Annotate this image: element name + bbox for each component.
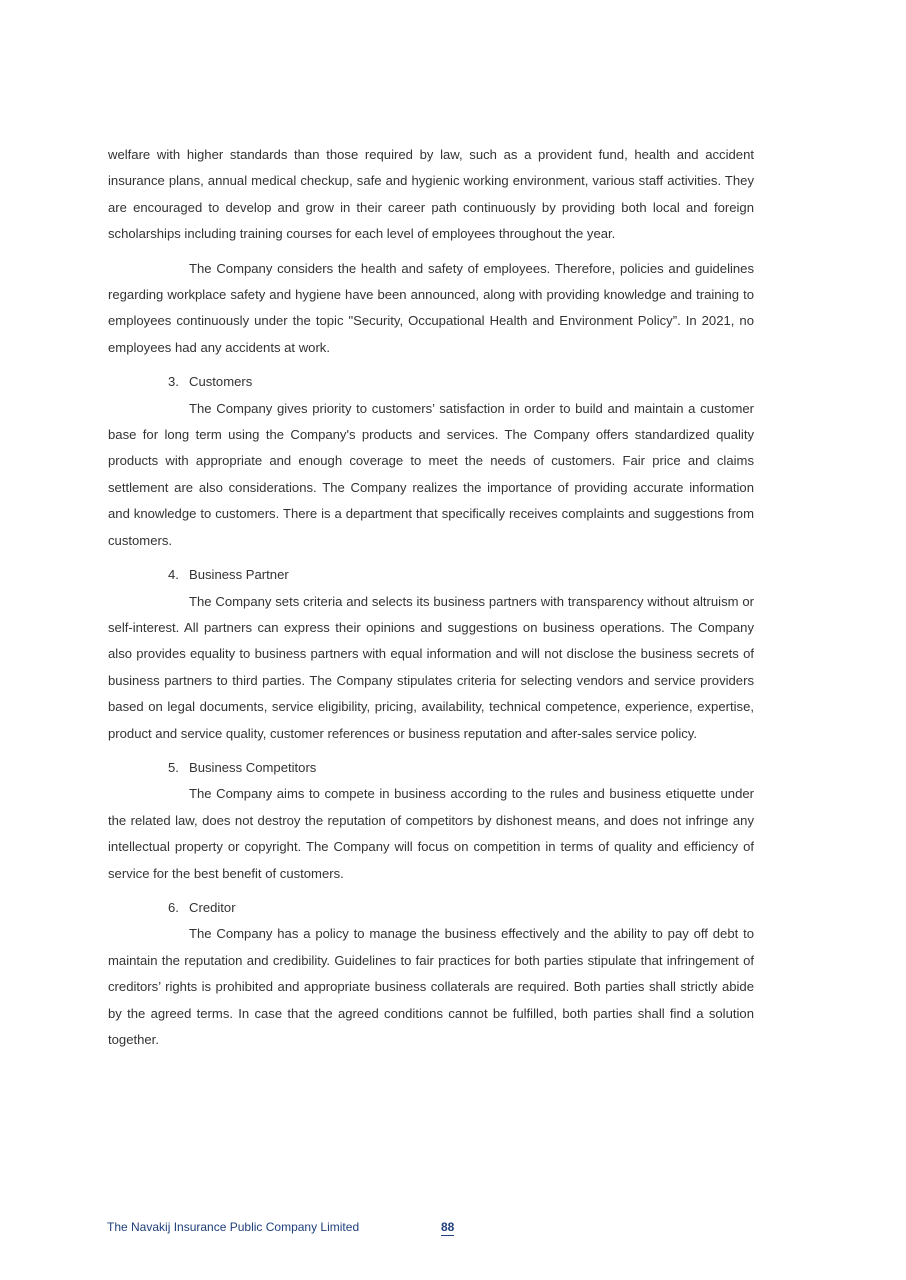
section-heading-creditor bbox=[108, 895, 754, 921]
section-heading-business-partner bbox=[108, 562, 754, 588]
page-footer bbox=[107, 1220, 467, 1240]
section-heading-customers bbox=[108, 369, 754, 395]
page-number: 88 bbox=[441, 1220, 455, 1234]
section-heading-business-competitors bbox=[108, 755, 754, 781]
paragraph-employee-welfare: welfare with higher standards than those required by law, such as a provident fund, health and accident insurance plans, annual medical checkup, safe and hygienic working environment, various staff activities. They are encouraged to develop and grow in their career path continuously by providing both local and foreign scholarships including training courses for each level of employees throughout the year. bbox=[108, 147, 754, 242]
section-number: 5. bbox=[168, 759, 179, 775]
section-title: Customers bbox=[189, 374, 253, 390]
paragraph-business-competitors: The Company aims to compete in business according to the rules and business etiquette under the related law, does not destroy the reputation of competitors by dishonest means, and does not infringe any intellectual property or copyright. The Company will focus on competition in terms of quality and efficiency of service for the best benefit of customers. bbox=[108, 786, 754, 881]
paragraph-customers: The Company gives priority to customers’ satisfaction in order to build and maintain a customer base for long term using the Company's products and services. The Company offers standardized quality products with appropriate and enough coverage to meet the needs of customers. Fair price and claims settlement are also considerations. The Company realizes the importance of providing accurate information and knowledge to customers. There is a department that specifically receives complaints and suggestions from customers. bbox=[108, 400, 754, 548]
paragraph-business-partner: The Company sets criteria and selects its business partners with transparency without altruism or self-interest. All partners can express their opinions and suggestions on business operations. The Company also provides equality to business partners with equal information and will not disclose the business secrets of business partners to third parties. The Company stipulates criteria for selecting vendors and service providers based on legal documents, service eligibility, pricing, availability, technical competence, experience, expertise, product and service quality, customer references or business reputation and after-sales service policy. bbox=[108, 593, 754, 741]
section-number: 4. bbox=[168, 567, 179, 583]
paragraph-health-safety: The Company considers the health and safety of employees. Therefore, policies and guidelines regarding workplace safety and hygiene have been announced, along with providing knowledge and training to employees continuously under the topic "Security, Occupational Health and Environment Policy”. In 2021, no employees had any accidents at work. bbox=[108, 260, 754, 355]
section-title: Business Competitors bbox=[189, 759, 317, 775]
document-body bbox=[108, 142, 754, 1053]
section-number: 3. bbox=[168, 374, 179, 390]
section-title: Creditor bbox=[189, 899, 236, 915]
section-title: Business Partner bbox=[189, 567, 289, 583]
section-number: 6. bbox=[168, 899, 179, 915]
footer-company-name: The Navakij Insurance Public Company Limited bbox=[107, 1220, 360, 1234]
paragraph-creditor: The Company has a policy to manage the business effectively and the ability to pay off debt to maintain the reputation and credibility. Guidelines to fair practices for both parties stipulate that infringement of creditors’ rights is prohibited and appropriate business collaterals are required. Both parties shall strictly abide by the agreed terms. In case that the agreed conditions cannot be fulfilled, both parties shall find a solution together. bbox=[108, 926, 754, 1047]
